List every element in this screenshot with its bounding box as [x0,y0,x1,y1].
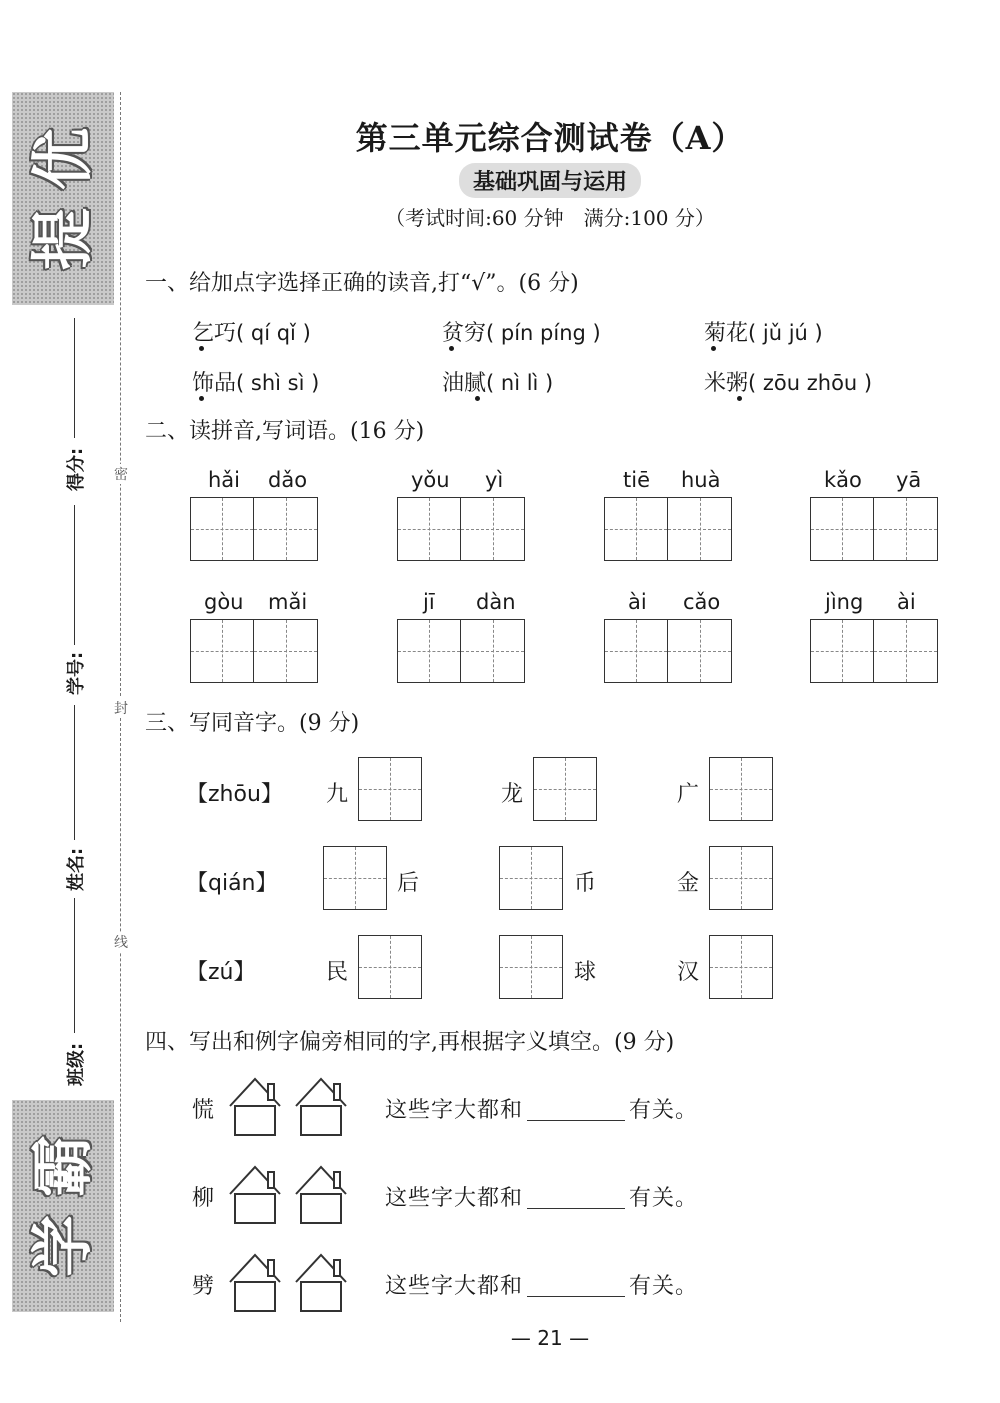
house-box[interactable] [226,1252,284,1314]
house-box[interactable] [292,1164,350,1226]
page-title: 第三单元综合测试卷（A） [355,119,745,157]
q1-item: 乞巧( qí qǐ ) [192,321,311,346]
given-char: 民 [326,960,349,985]
q1-option[interactable]: ( jǔ jú ) [748,321,823,345]
name-label: 姓名: [66,847,87,891]
pinyin: cǎo [683,590,721,614]
score-label: 得分: [66,447,87,491]
pinyin: ài [628,590,647,614]
page-number: — 21 — [510,1326,590,1350]
pinyin: yǒu [411,468,450,492]
given-char: 广 [677,782,700,807]
class-line[interactable] [74,898,75,1033]
q2-title: 二、读拼音,写词语。(16 分) [145,419,425,444]
q1-item: 油腻( nì lì ) [442,371,554,396]
name-line[interactable] [74,705,75,840]
answer-grid[interactable] [190,497,318,561]
class-label: 班级: [66,1042,87,1086]
answer-grid[interactable] [358,757,422,821]
pinyin: yā [896,468,922,492]
q4-title: 四、写出和例字偏旁相同的字,再根据字义填空。(9 分) [145,1030,675,1055]
q1-option[interactable]: ( shì sì ) [236,371,320,395]
fill-sentence: 这些字大都和 有关。 [385,1098,699,1123]
student-id-label: 学号: [66,651,87,695]
score-line[interactable] [74,318,75,438]
given-char: 币 [574,871,597,896]
subtitle-badge: 基础巩固与运用 [459,163,641,198]
q1-item: 饰品( shì sì ) [192,371,320,396]
pinyin: mǎi [268,590,308,614]
answer-grid[interactable] [709,846,773,910]
answer-grid[interactable] [810,619,938,683]
answer-grid[interactable] [323,846,387,910]
pinyin: dǎo [268,468,308,492]
answer-grid[interactable] [709,757,773,821]
answer-grid[interactable] [358,935,422,999]
given-char: 金 [677,871,700,896]
answer-grid[interactable] [499,935,563,999]
pinyin: dàn [476,590,516,614]
subtitle-wrap [0,163,1000,198]
given-char: 汉 [677,960,700,985]
answer-grid[interactable] [810,497,938,561]
student-id-line[interactable] [74,505,75,645]
pinyin: ài [897,590,916,614]
example-char: 柳 [192,1186,215,1211]
answer-grid[interactable] [397,497,525,561]
answer-grid[interactable] [397,619,525,683]
pinyin: jìng [825,590,864,614]
answer-grid[interactable] [533,757,597,821]
q1-option[interactable]: ( qí qǐ ) [236,321,311,345]
answer-blank[interactable] [527,1100,625,1121]
fill-sentence: 这些字大都和 有关。 [385,1274,699,1299]
pinyin: jī [423,590,435,614]
house-box[interactable] [292,1076,350,1138]
q1-item: 菊花( jǔ jú ) [704,321,823,346]
emphasis-dot [199,346,204,351]
bottom-decoration [12,1100,114,1312]
deco-char: 学 [25,1214,99,1278]
answer-blank[interactable] [527,1188,625,1209]
example-char: 慌 [192,1098,215,1123]
homophone-label: 【zú】 [186,960,256,985]
pinyin: yì [485,468,504,492]
deco-char: 优 [25,127,99,190]
house-box[interactable] [226,1076,284,1138]
example-char: 劈 [192,1274,215,1299]
homophone-label: 【zhōu】 [186,782,283,807]
pinyin: tiē [623,468,650,492]
emphasis-dot [737,396,742,401]
given-char: 九 [326,782,349,807]
answer-grid[interactable] [604,497,732,561]
q1-item: 贫穷( pín píng ) [442,321,601,346]
homophone-label: 【qián】 [186,871,278,896]
pinyin: hǎi [208,468,241,492]
emphasis-dot [711,346,716,351]
pinyin: huà [681,468,721,492]
pinyin: kǎo [824,468,862,492]
deco-char: 霸 [25,1134,99,1198]
q1-option[interactable]: ( pín píng ) [486,321,601,345]
deco-char: 提 [25,207,99,270]
answer-grid[interactable] [190,619,318,683]
exam-time-note: （考试时间:60 分钟 满分:100 分） [385,206,715,230]
fill-sentence: 这些字大都和 有关。 [385,1186,699,1211]
cut-word-mi: 密 [110,464,132,484]
cut-word-feng: 封 [110,698,132,718]
answer-blank[interactable] [527,1276,625,1297]
given-char: 后 [397,871,420,896]
house-box[interactable] [292,1252,350,1314]
emphasis-dot [199,396,204,401]
answer-grid[interactable] [499,846,563,910]
q1-option[interactable]: ( zōu zhōu ) [748,371,873,395]
given-char: 球 [574,960,597,985]
q1-option[interactable]: ( nì lì ) [486,371,554,395]
emphasis-dot [475,396,480,401]
given-char: 龙 [501,782,524,807]
emphasis-dot [449,346,454,351]
pinyin: gòu [204,590,244,614]
answer-grid[interactable] [604,619,732,683]
q1-item: 米粥( zōu zhōu ) [704,371,873,396]
cut-word-xian: 线 [110,932,132,952]
q3-title: 三、写同音字。(9 分) [145,711,360,736]
q1-title: 一、给加点字选择正确的读音,打“√”。(6 分) [145,271,579,296]
house-box[interactable] [226,1164,284,1226]
answer-grid[interactable] [709,935,773,999]
